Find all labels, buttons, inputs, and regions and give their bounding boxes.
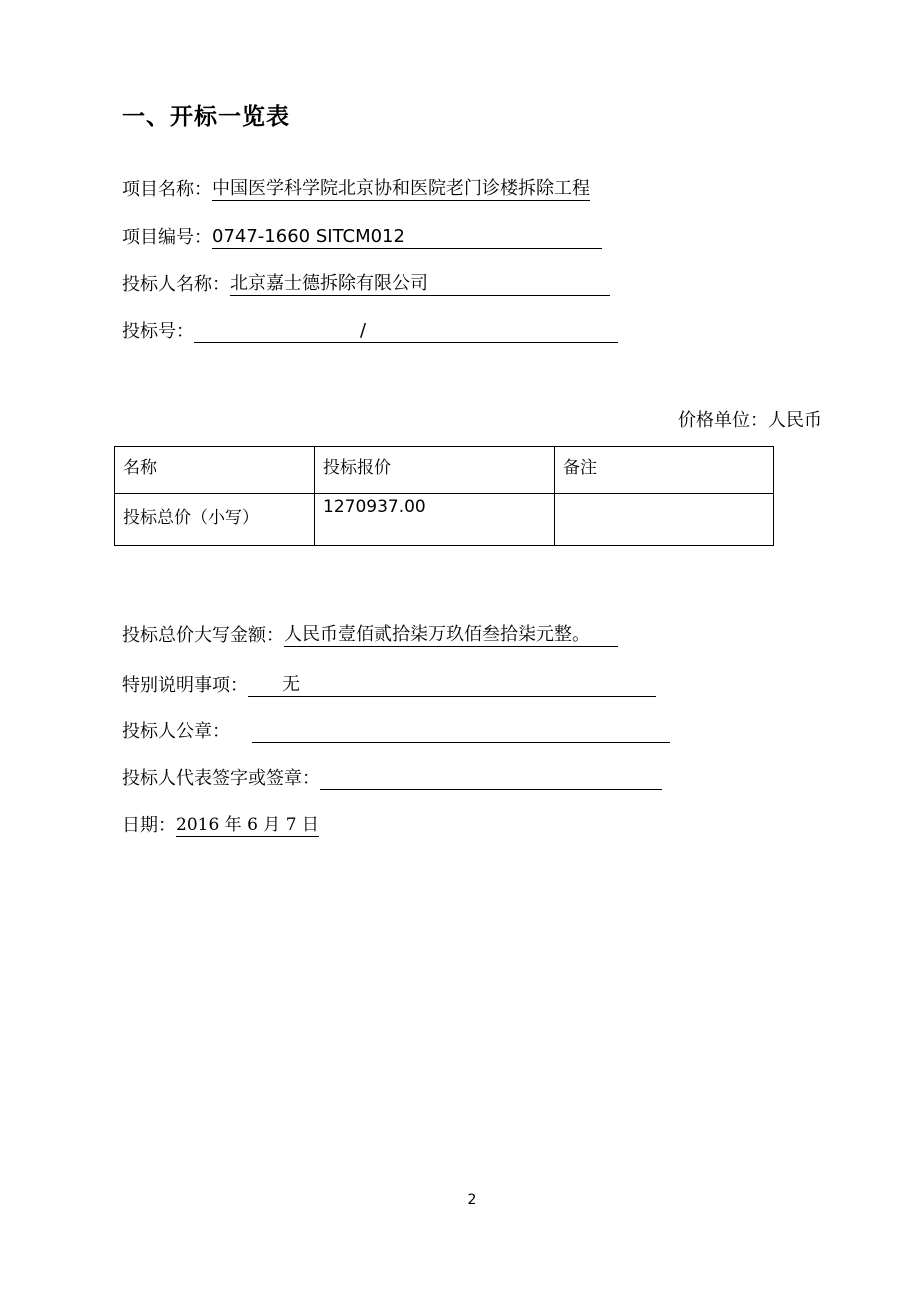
bidder-name-label: 投标人名称： — [122, 274, 230, 295]
table-row — [115, 494, 774, 546]
total-in-words-value: 人民币壹佰贰拾柒万玖佰叁拾柒元整。 — [284, 624, 618, 647]
project-name-label: 项目名称： — [122, 179, 212, 200]
bid-number-separator: / — [360, 320, 367, 341]
bid-number-blank-2 — [360, 320, 618, 343]
bid-number-label: 投标号： — [122, 321, 194, 342]
bidder-seal-label: 投标人公章： — [122, 721, 230, 742]
page-number: 2 — [467, 1192, 477, 1208]
bid-number-row — [122, 320, 618, 344]
bidder-seal-blank — [252, 720, 670, 743]
project-number-label: 项目编号： — [122, 227, 212, 248]
date-row — [122, 814, 319, 838]
special-notes-label: 特别说明事项： — [122, 675, 248, 696]
representative-signature-blank — [320, 767, 662, 790]
representative-signature-label: 投标人代表签字或签章： — [122, 768, 320, 789]
bidder-name-row — [122, 273, 610, 297]
special-notes-row — [122, 674, 656, 698]
project-number-row — [122, 226, 602, 250]
bidder-name-value: 北京嘉士德拆除有限公司 — [230, 273, 610, 296]
representative-signature-row — [122, 767, 662, 791]
bid-number-blank-1 — [194, 320, 360, 343]
bidder-seal-row — [122, 720, 670, 744]
total-in-words-row — [122, 624, 618, 648]
special-notes-underline — [248, 674, 656, 697]
table-cell-price: 1270937.00 — [315, 494, 555, 546]
section-title: 一、开标一览表 — [122, 104, 290, 130]
table-header-cell: 备注 — [555, 447, 774, 494]
table-header-row — [115, 447, 774, 494]
table-header-cell: 投标报价 — [315, 447, 555, 494]
price-unit: 价格单位：人民币 — [678, 410, 822, 431]
table-cell-name: 投标总价（小写） — [115, 494, 315, 546]
project-name-value: 中国医学科学院北京协和医院老门诊楼拆除工程 — [212, 178, 590, 199]
table-cell-remark — [555, 494, 774, 546]
date-label: 日期： — [122, 815, 176, 836]
project-name-row — [122, 178, 590, 202]
table-header-cell: 名称 — [115, 447, 315, 494]
total-in-words-label: 投标总价大写金额： — [122, 625, 284, 646]
bid-summary-table — [114, 446, 774, 546]
project-number-value: 0747-1660 SITCM012 — [212, 226, 602, 249]
special-notes-value: 无 — [282, 674, 300, 695]
date-value: 2016 年 6 月 7 日 — [176, 815, 319, 835]
